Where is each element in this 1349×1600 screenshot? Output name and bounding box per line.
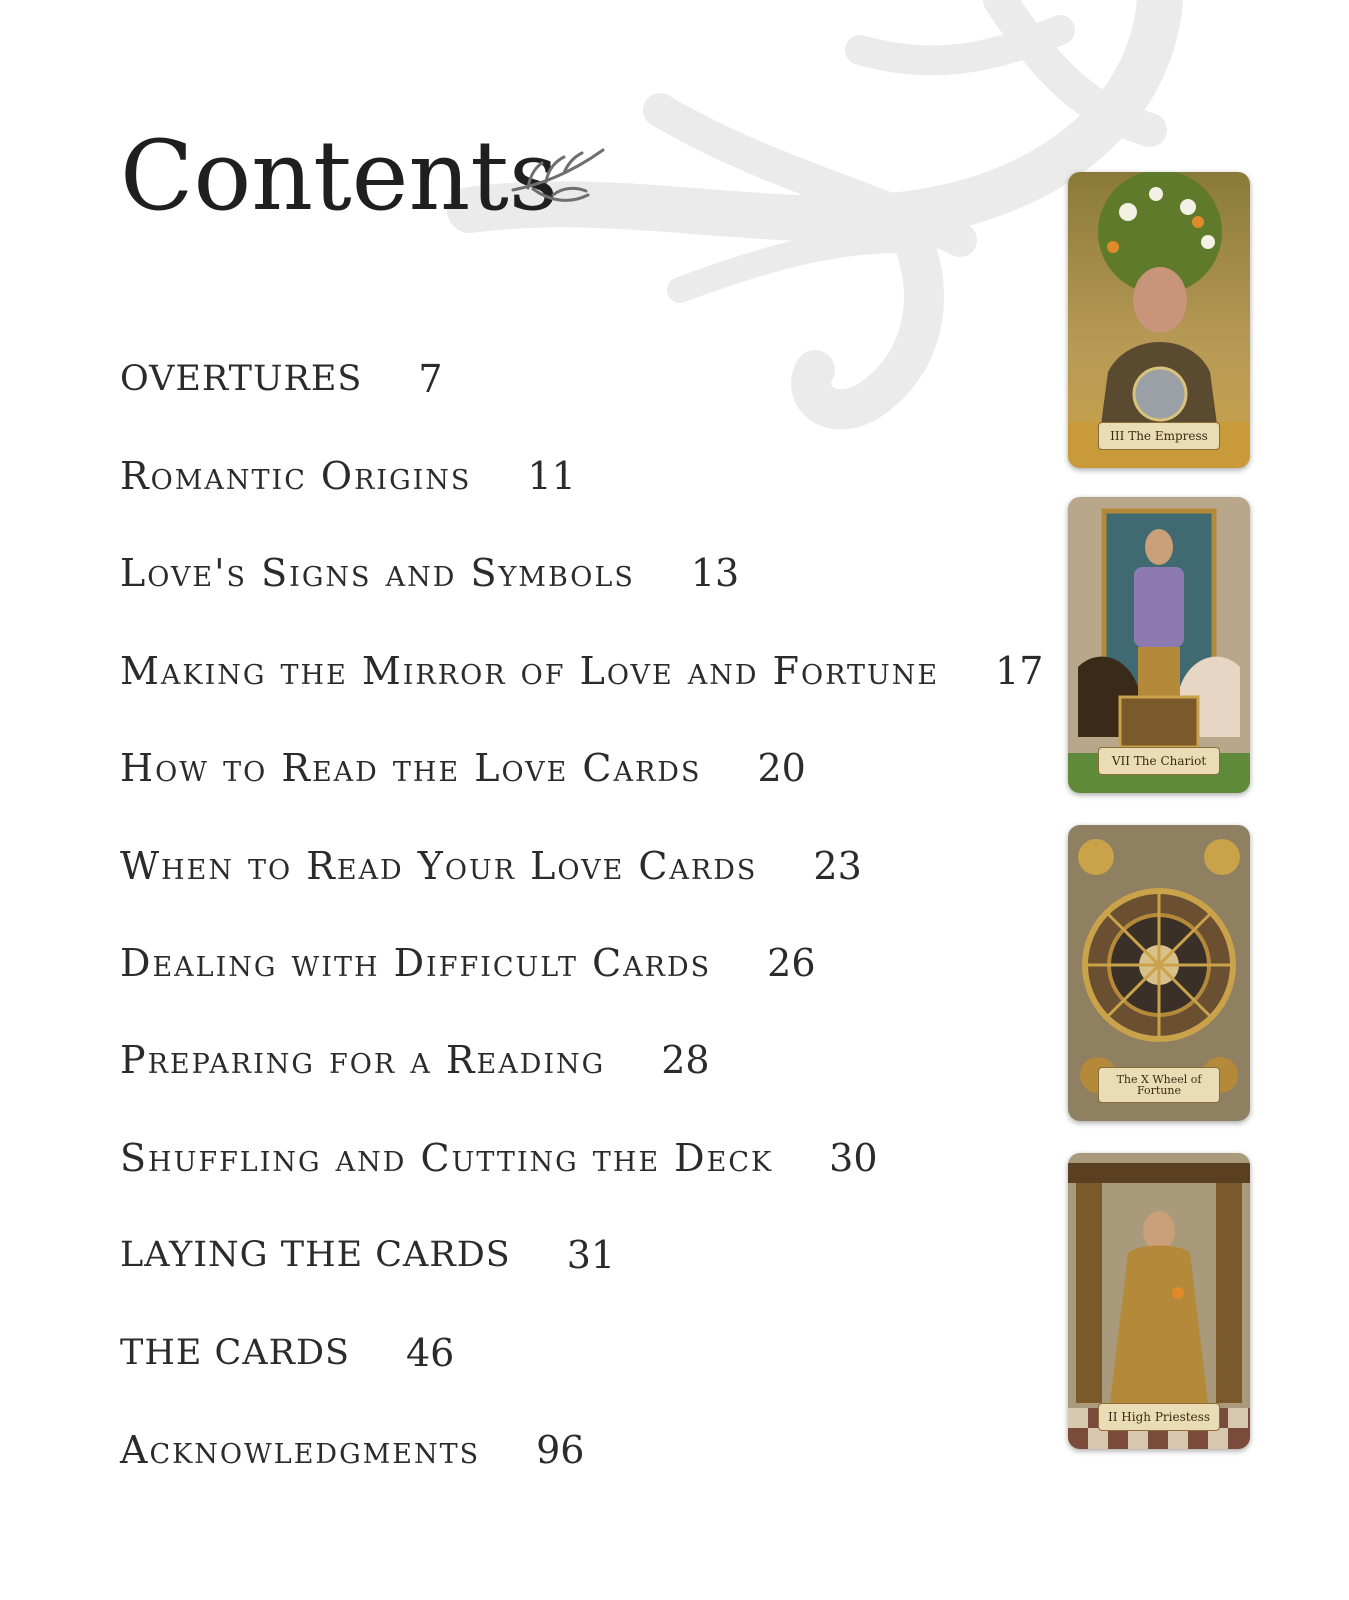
toc-entry[interactable] <box>120 1109 1080 1206</box>
toc-entry[interactable] <box>120 914 1080 1011</box>
toc-entry-title: OVERTURES <box>120 358 363 399</box>
toc-entry-page: 46 <box>406 1330 455 1375</box>
toc-entry-page: 11 <box>527 454 576 499</box>
toc-entry-title: Preparing for a Reading <box>120 1038 606 1083</box>
toc-entry-title: Dealing with Difficult Cards <box>120 941 712 986</box>
tarot-card-wheel-of-fortune <box>1068 825 1250 1121</box>
toc-entry[interactable] <box>120 1207 1080 1304</box>
toc-entry[interactable] <box>120 817 1080 914</box>
toc-entry-page: 31 <box>566 1233 616 1278</box>
toc-entry-title: LAYING THE CARDS <box>120 1235 511 1276</box>
card-label: II High Priestess <box>1098 1403 1220 1431</box>
card-label: The X Wheel of Fortune <box>1098 1067 1220 1103</box>
tarot-card-chariot <box>1068 497 1250 793</box>
toc-entry[interactable] <box>120 720 1080 817</box>
page-title: Contents <box>120 120 559 232</box>
table-of-contents <box>120 330 1080 1499</box>
toc-entry[interactable] <box>120 427 1080 524</box>
toc-entry[interactable] <box>120 1401 1080 1498</box>
toc-entry-page: 26 <box>767 941 816 986</box>
leaf-sprig-icon <box>508 145 608 215</box>
toc-entry[interactable] <box>120 330 1080 427</box>
toc-entry[interactable] <box>120 1304 1080 1401</box>
toc-entry-page: 20 <box>757 746 806 791</box>
tarot-card-high-priestess <box>1068 1153 1250 1449</box>
toc-entry-page: 13 <box>690 551 740 596</box>
toc-entry-title: Romantic Origins <box>120 454 472 499</box>
toc-entry-title: Acknowledgments <box>120 1427 481 1472</box>
toc-entry-title: When to Read Your Love Cards <box>120 843 758 888</box>
toc-entry[interactable] <box>120 622 1080 719</box>
toc-entry[interactable] <box>120 1012 1080 1109</box>
toc-entry-title: THE CARDS <box>120 1332 350 1373</box>
tarot-card-empress <box>1068 172 1250 468</box>
toc-entry-page: 96 <box>536 1427 585 1472</box>
toc-entry[interactable] <box>120 525 1080 622</box>
toc-entry-page: 17 <box>995 648 1044 693</box>
card-label: VII The Chariot <box>1098 747 1220 775</box>
toc-entry-title: Shuffling and Cutting the Deck <box>120 1135 774 1180</box>
toc-entry-title: Making the Mirror of Love and Fortune <box>120 648 940 693</box>
toc-entry-title: How to Read the Love Cards <box>120 746 702 791</box>
card-label: III The Empress <box>1098 422 1220 450</box>
toc-entry-page: 28 <box>661 1038 710 1083</box>
toc-entry-title: Love's Signs and Symbols <box>120 551 635 596</box>
toc-entry-page: 23 <box>813 843 862 888</box>
toc-entry-page: 30 <box>829 1135 878 1180</box>
toc-entry-page: 7 <box>418 356 443 401</box>
